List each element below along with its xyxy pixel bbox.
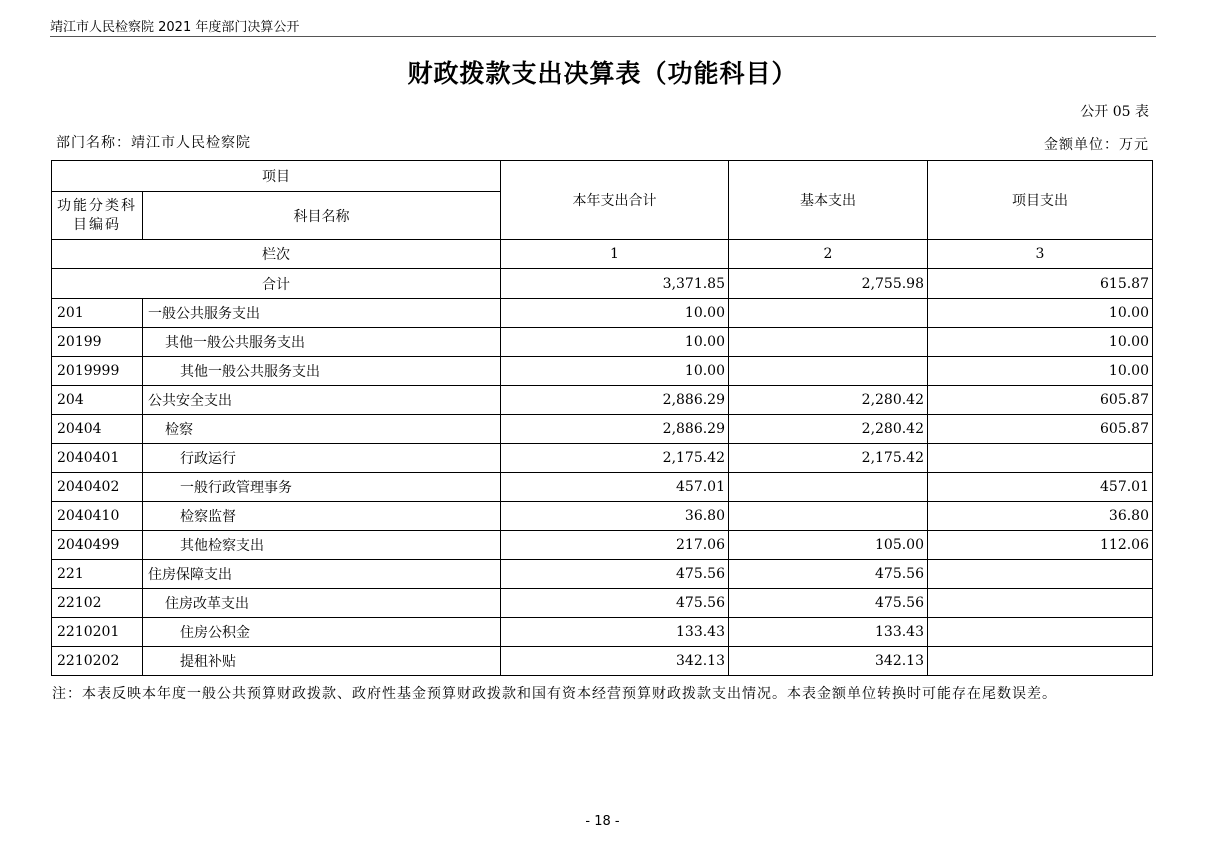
basic-expenditure: 2,175.42 <box>729 444 928 473</box>
page-number: - 18 - <box>585 814 620 829</box>
basic-expenditure: 475.56 <box>729 589 928 618</box>
total-expenditure: 475.56 <box>501 560 729 589</box>
total-expenditure: 133.43 <box>501 618 729 647</box>
header-rule <box>50 36 1156 37</box>
table-row <box>52 415 1153 444</box>
table-note: 注：本表反映本年度一般公共预算财政拨款、政府性基金预算财政拨款和国有资本经营预算财政拨款支出情况。本表金额单位转换时可能存在尾数误差。 <box>52 686 1057 702</box>
table-row <box>52 299 1153 328</box>
total-expenditure: 10.00 <box>501 299 729 328</box>
subject-name: 住房改革支出 <box>143 589 501 618</box>
header-subject-name: 科目名称 <box>143 192 501 240</box>
total-project: 615.87 <box>928 269 1153 299</box>
table-row <box>52 589 1153 618</box>
subject-name: 行政运行 <box>143 444 501 473</box>
project-expenditure: 605.87 <box>928 415 1153 444</box>
table-number: 公开 05 表 <box>1080 104 1149 120</box>
amount-unit: 金额单位：万元 <box>1044 137 1149 153</box>
header-func-code: 功能分类科目编码 <box>52 192 143 240</box>
total-label: 合计 <box>52 269 501 299</box>
column-number-2: 2 <box>729 240 928 269</box>
subject-name: 其他一般公共服务支出 <box>143 328 501 357</box>
total-row <box>52 269 1153 299</box>
table-row <box>52 647 1153 676</box>
table-row <box>52 502 1153 531</box>
table-row <box>52 386 1153 415</box>
expenditure-table <box>51 160 1153 676</box>
subject-name: 其他检察支出 <box>143 531 501 560</box>
table-row <box>52 618 1153 647</box>
project-expenditure <box>928 618 1153 647</box>
total-expenditure: 10.00 <box>501 357 729 386</box>
table-row <box>52 560 1153 589</box>
project-expenditure: 10.00 <box>928 299 1153 328</box>
total-expenditure: 10.00 <box>501 328 729 357</box>
total-expenditure: 36.80 <box>501 502 729 531</box>
header-project: 项目支出 <box>928 161 1153 240</box>
table-row <box>52 473 1153 502</box>
subject-name: 其他一般公共服务支出 <box>143 357 501 386</box>
subject-name: 一般公共服务支出 <box>143 299 501 328</box>
table-row <box>52 328 1153 357</box>
project-expenditure <box>928 589 1153 618</box>
subject-code: 2210202 <box>52 647 143 676</box>
column-number-row <box>52 240 1153 269</box>
subject-code: 2210201 <box>52 618 143 647</box>
basic-expenditure: 105.00 <box>729 531 928 560</box>
subject-code: 204 <box>52 386 143 415</box>
basic-expenditure: 133.43 <box>729 618 928 647</box>
basic-expenditure: 2,280.42 <box>729 415 928 444</box>
project-expenditure: 457.01 <box>928 473 1153 502</box>
column-label: 栏次 <box>52 240 501 269</box>
project-expenditure: 112.06 <box>928 531 1153 560</box>
header-row-1 <box>52 161 1153 192</box>
subject-name: 提租补贴 <box>143 647 501 676</box>
total-expenditure: 2,175.42 <box>501 444 729 473</box>
project-expenditure <box>928 560 1153 589</box>
header-basic: 基本支出 <box>729 161 928 240</box>
subject-code: 201 <box>52 299 143 328</box>
total-expenditure: 217.06 <box>501 531 729 560</box>
subject-code: 20199 <box>52 328 143 357</box>
project-expenditure <box>928 647 1153 676</box>
header-total: 本年支出合计 <box>501 161 729 240</box>
table-row <box>52 357 1153 386</box>
subject-code: 2040401 <box>52 444 143 473</box>
header-item: 项目 <box>52 161 501 192</box>
project-expenditure: 605.87 <box>928 386 1153 415</box>
basic-expenditure <box>729 473 928 502</box>
subject-code: 2040402 <box>52 473 143 502</box>
total-basic: 2,755.98 <box>729 269 928 299</box>
basic-expenditure <box>729 502 928 531</box>
total-expenditure: 2,886.29 <box>501 415 729 444</box>
total-expenditure: 457.01 <box>501 473 729 502</box>
subject-code: 221 <box>52 560 143 589</box>
subject-code: 20404 <box>52 415 143 444</box>
table-row <box>52 531 1153 560</box>
project-expenditure: 10.00 <box>928 328 1153 357</box>
basic-expenditure: 342.13 <box>729 647 928 676</box>
column-number-1: 1 <box>501 240 729 269</box>
column-number-3: 3 <box>928 240 1153 269</box>
total-expenditure: 475.56 <box>501 589 729 618</box>
subject-name: 住房保障支出 <box>143 560 501 589</box>
project-expenditure: 10.00 <box>928 357 1153 386</box>
subject-code: 2040410 <box>52 502 143 531</box>
subject-name: 公共安全支出 <box>143 386 501 415</box>
project-expenditure <box>928 444 1153 473</box>
subject-name: 一般行政管理事务 <box>143 473 501 502</box>
subject-code: 2040499 <box>52 531 143 560</box>
subject-code: 2019999 <box>52 357 143 386</box>
table-row <box>52 444 1153 473</box>
basic-expenditure: 2,280.42 <box>729 386 928 415</box>
subject-name: 检察 <box>143 415 501 444</box>
total-amount: 3,371.85 <box>501 269 729 299</box>
basic-expenditure: 475.56 <box>729 560 928 589</box>
total-expenditure: 2,886.29 <box>501 386 729 415</box>
subject-name: 检察监督 <box>143 502 501 531</box>
total-expenditure: 342.13 <box>501 647 729 676</box>
basic-expenditure <box>729 328 928 357</box>
subject-code: 22102 <box>52 589 143 618</box>
department-name: 部门名称：靖江市人民检察院 <box>56 135 251 151</box>
project-expenditure: 36.80 <box>928 502 1153 531</box>
running-header: 靖江市人民检察院 2021 年度部门决算公开 <box>50 20 300 35</box>
page-title: 财政拨款支出决算表（功能科目） <box>407 59 798 88</box>
basic-expenditure <box>729 357 928 386</box>
basic-expenditure <box>729 299 928 328</box>
subject-name: 住房公积金 <box>143 618 501 647</box>
